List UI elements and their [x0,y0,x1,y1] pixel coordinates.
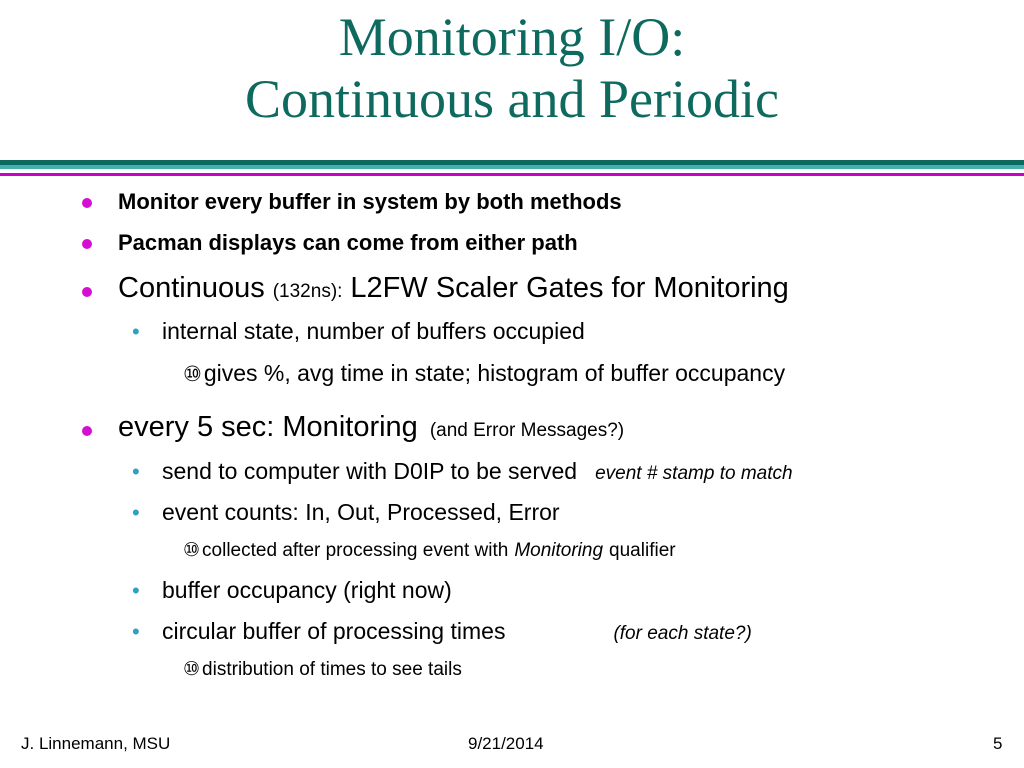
title-line-2: Continuous and Periodic [245,69,779,129]
sub-bullet-icon: • [132,578,140,603]
sub-bullet-text: internal state, number of buffers occupied [162,318,585,344]
sub-bullet-text: event counts: In, Out, Processed, Error [162,499,560,525]
footer-date: 9/21/2014 [468,734,544,753]
arrow-text: distribution of times to see tails [202,659,462,680]
sub-bullet-note: (for each state?) [613,623,752,644]
bullet-text: every 5 sec: Monitoring [118,411,418,443]
bullet-item [118,189,622,215]
sub-bullet-icon: • [132,319,140,344]
arrow-text: gives %, avg time in state; histogram of buffer occupancy [203,360,786,386]
arrow-item [183,658,462,681]
footer-page-number: 5 [993,734,1003,753]
arrow-icon: ⑩ [183,540,201,561]
footer-author: J. Linnemann, MSU [21,734,171,753]
bullet-text: Pacman displays can come from either path [118,230,578,255]
arrow-icon: ⑩ [183,363,202,386]
bullet-dot-icon [82,426,92,436]
sub-bullet-item [162,499,560,526]
sub-bullet-text: circular buffer of processing times [162,618,506,644]
bullet-text: Monitor every buffer in system by both methods [118,189,622,214]
sub-bullet-icon: • [132,500,140,525]
title-divider-magenta [0,173,1024,176]
title-divider-light [0,165,1024,169]
arrow-text-end: qualifier [609,540,676,561]
sub-bullet-item [162,618,752,645]
slide-title [0,6,1024,130]
bullet-dot-icon [82,287,92,297]
arrow-item [183,539,676,562]
sub-bullet-item [162,318,585,345]
arrow-text: collected after processing event with [202,540,509,561]
bullet-text: Continuous [118,272,265,304]
sub-bullet-note: event # stamp to match [595,463,793,484]
bullet-paren-text: (132ns): [272,281,343,302]
bullet-dot-icon [82,239,92,249]
sub-bullet-item [162,458,793,485]
bullet-item [118,230,578,256]
sub-bullet-icon: • [132,459,140,484]
bullet-item [118,272,789,305]
arrow-text-italic: Monitoring [514,540,604,561]
sub-bullet-text: send to computer with D0IP to be served [162,458,578,484]
bullet-item [118,411,624,444]
sub-bullet-icon: • [132,619,140,644]
arrow-icon: ⑩ [183,659,201,680]
bullet-dot-icon [82,198,92,208]
sub-bullet-item [162,577,452,604]
bullet-paren-text: (and Error Messages?) [429,420,625,441]
title-line-1: Monitoring I/O: [338,7,686,67]
arrow-item [183,360,785,387]
sub-bullet-text: buffer occupancy (right now) [162,577,452,603]
bullet-text-rest: L2FW Scaler Gates for Monitoring [350,272,789,304]
